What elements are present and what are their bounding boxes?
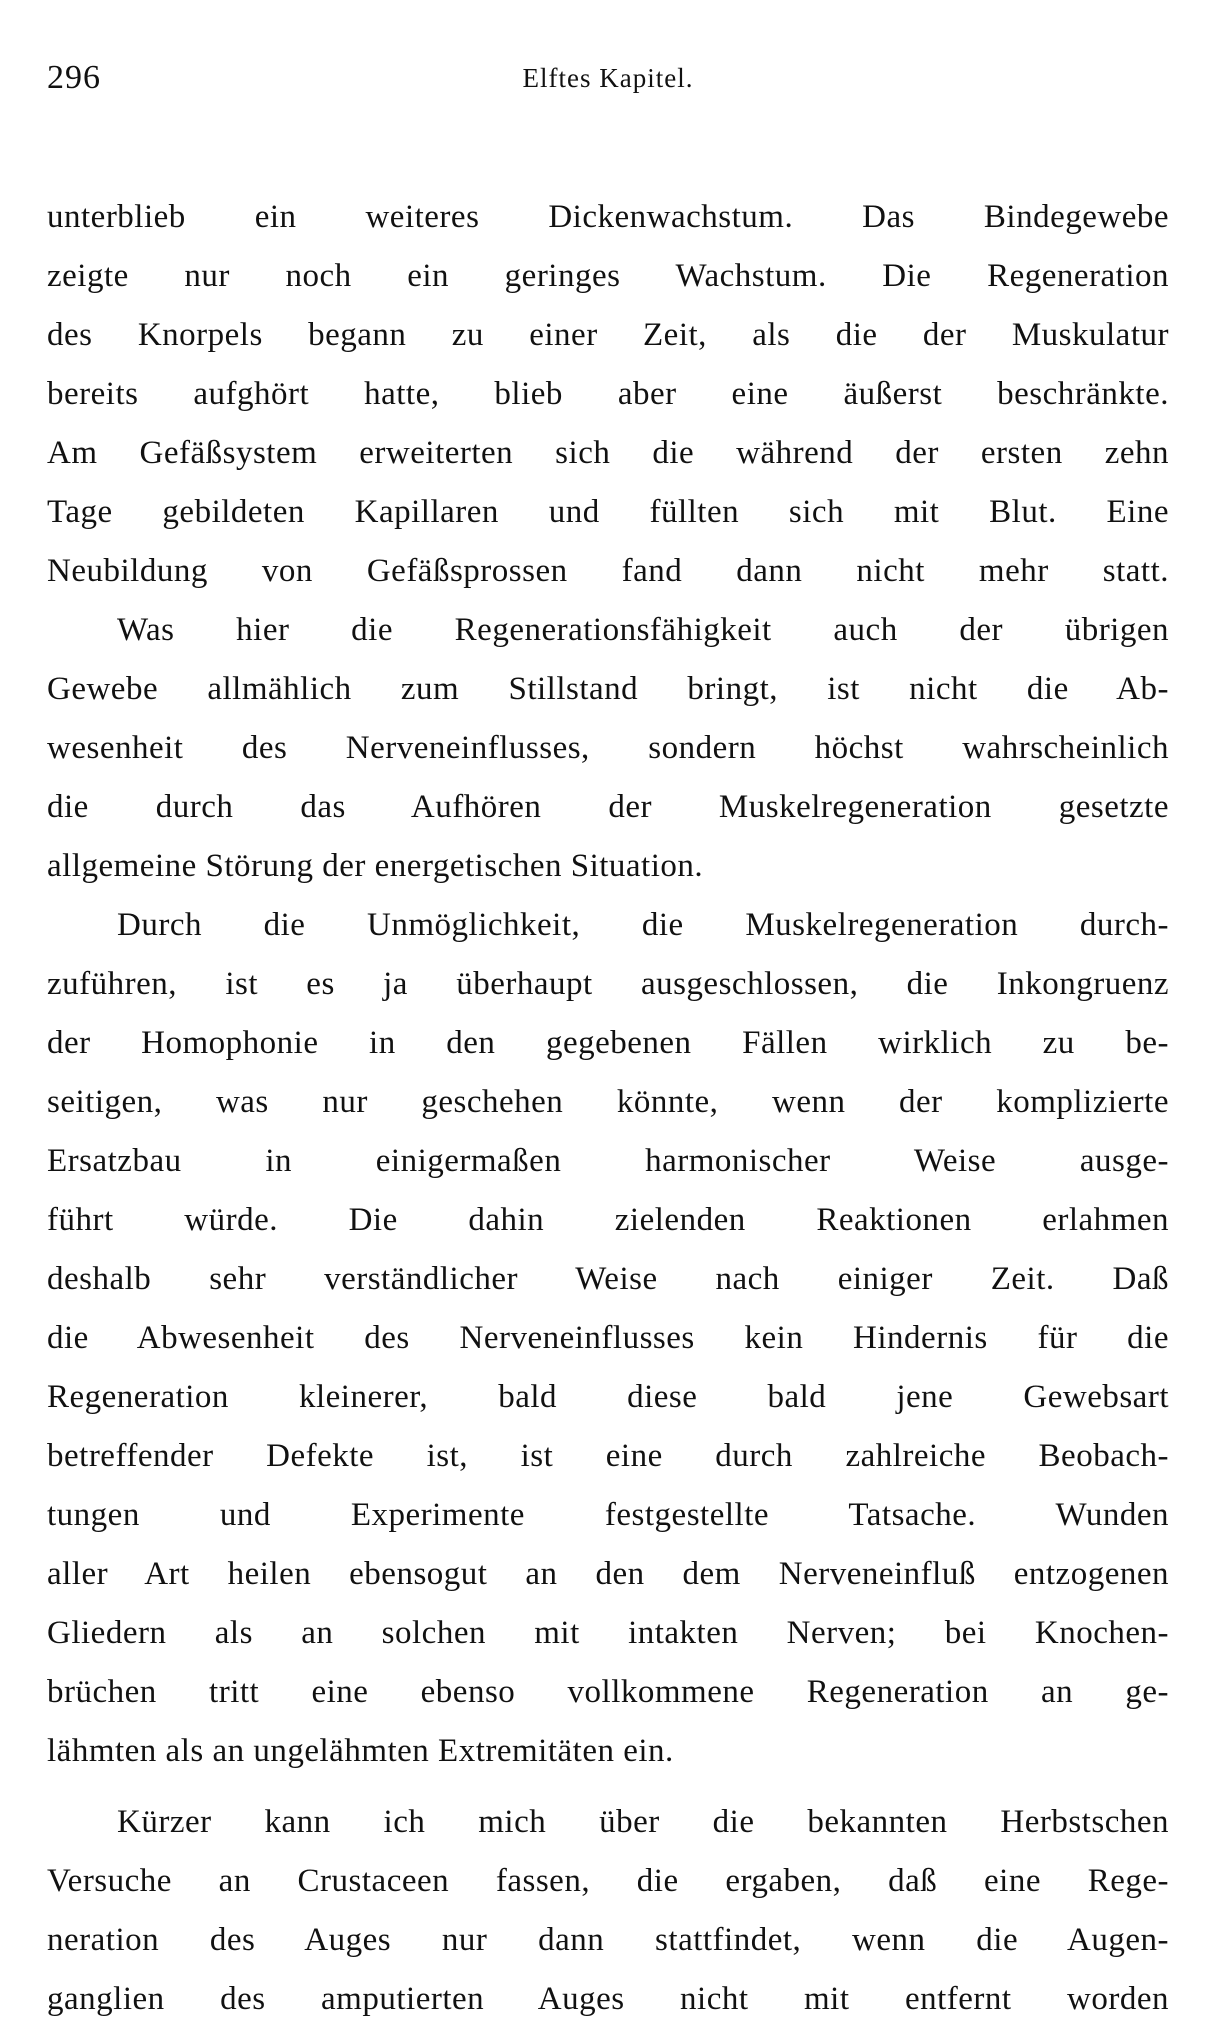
text-line: Am Gefäßsystem erweiterten sich die während der ersten zehn: [47, 435, 1169, 471]
page-body: [47, 188, 1169, 2029]
paragraph: [47, 896, 1169, 1781]
text-line: Versuche an Crustaceen fassen, die ergaben, daß eine Rege-: [47, 1863, 1169, 1899]
text-line: Durch die Unmöglichkeit, die Muskelregeneration durch-: [117, 907, 1169, 943]
text-line: Regeneration kleinerer, bald diese bald jene Gewebsart: [47, 1379, 1169, 1415]
text-line: Was hier die Regenerationsfähigkeit auch der übrigen: [117, 612, 1169, 648]
page-number: 296: [47, 59, 101, 96]
paragraph: [47, 601, 1169, 896]
running-head: Elftes Kapitel.: [522, 63, 694, 93]
text-line: allgemeine Störung der energetischen Situation.: [47, 848, 704, 884]
book-page: [47, 50, 1169, 2029]
text-line: die Abwesenheit des Nerveneinflusses kein Hindernis für die: [47, 1320, 1169, 1356]
text-line: der Homophonie in den gegebenen Fällen wirklich zu be-: [47, 1025, 1169, 1061]
text-line: seitigen, was nur geschehen könnte, wenn der komplizierte: [47, 1084, 1169, 1120]
text-line: zuführen, ist es ja überhaupt ausgeschlossen, die Inkongruenz: [47, 966, 1169, 1002]
text-line: Tage gebildeten Kapillaren und füllten sich mit Blut. Eine: [47, 494, 1169, 530]
text-line: wesenheit des Nerveneinflusses, sondern höchst wahrscheinlich: [47, 730, 1169, 766]
text-line: ganglien des amputierten Auges nicht mit entfernt worden: [47, 1981, 1169, 2017]
paragraph: [47, 188, 1169, 601]
text-line: betreffender Defekte ist, ist eine durch zahlreiche Beobach-: [47, 1438, 1169, 1474]
text-line: unterblieb ein weiteres Dickenwachstum. Das Bindegewebe: [47, 199, 1169, 235]
text-line: brüchen tritt eine ebenso vollkommene Regeneration an ge-: [47, 1674, 1169, 1710]
text-line: tungen und Experimente festgestellte Tatsache. Wunden: [47, 1497, 1169, 1533]
text-line: Neubildung von Gefäßsprossen fand dann nicht mehr statt.: [47, 553, 1169, 589]
text-line: aller Art heilen ebensogut an den dem Nerveneinfluß entzogenen: [47, 1556, 1169, 1592]
text-line: führt würde. Die dahin zielenden Reaktionen erlahmen: [47, 1202, 1169, 1238]
text-line: Ersatzbau in einigermaßen harmonischer Weise ausge-: [47, 1143, 1169, 1179]
text-line: neration des Auges nur dann stattfindet, wenn die Augen-: [47, 1922, 1169, 1958]
text-line: zeigte nur noch ein geringes Wachstum. Die Regeneration: [47, 258, 1169, 294]
paragraph: [47, 1793, 1169, 2029]
text-line: des Knorpels begann zu einer Zeit, als die der Muskulatur: [47, 317, 1169, 353]
text-line: lähmten als an ungelähmten Extremitäten ein.: [47, 1733, 674, 1769]
text-line: deshalb sehr verständlicher Weise nach einiger Zeit. Daß: [47, 1261, 1169, 1297]
text-line: bereits aufghört hatte, blieb aber eine äußerst beschränkte.: [47, 376, 1169, 412]
text-line: Gewebe allmählich zum Stillstand bringt, ist nicht die Ab-: [47, 671, 1169, 707]
text-line: Kürzer kann ich mich über die bekannten Herbstschen: [117, 1804, 1169, 1840]
text-line: Gliedern als an solchen mit intakten Nerven; bei Knochen-: [47, 1615, 1169, 1651]
page-header: [47, 50, 1169, 110]
text-line: die durch das Aufhören der Muskelregeneration gesetzte: [47, 789, 1169, 825]
